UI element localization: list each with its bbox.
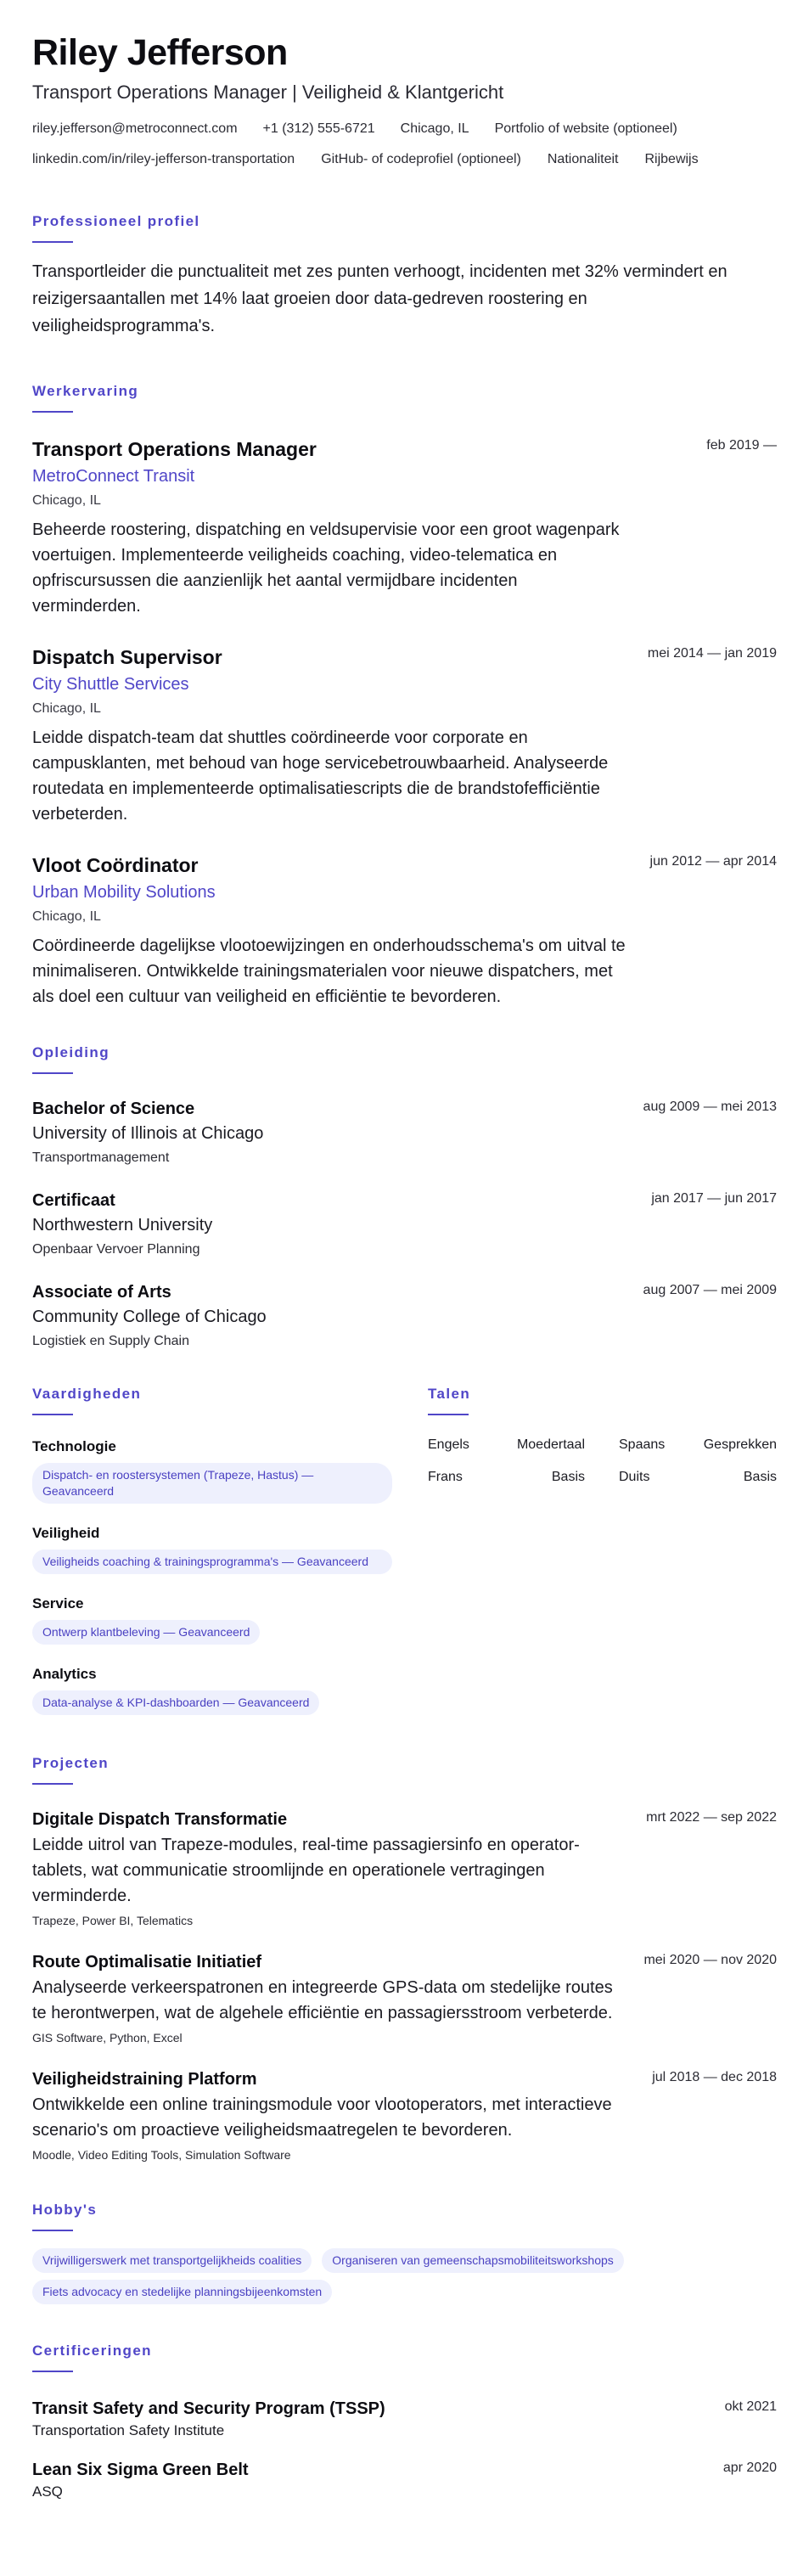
language-item	[602, 1468, 777, 1487]
education-entry	[32, 1190, 777, 1259]
project-description: Leidde uitrol van Trapeze-modules, real-time passagiersinfo en operator-tablets, wat communicatie stroomlijnde en operationele vertragingen verminderde.	[32, 1836, 580, 1905]
project-description: Ontwikkelde een online trainingsmodule voor vlootoperators, met interactieve scenario's om proactieve veiligheidsmaatregelen te bevorderen.	[32, 2095, 612, 2140]
job-entry	[32, 852, 777, 1010]
language-level: Basis	[743, 1470, 777, 1484]
education-dates: aug 2007 — mei 2009	[643, 1283, 777, 1297]
profile-summary: Transportleider die punctualiteit met zes punten verhoogt, incidenten met 32% vermindert en reizigersaantallen met 14% laat groeien door data-gedreven roostering en veiligheidsprogramma's.	[32, 262, 728, 335]
language-name: Frans	[428, 1470, 463, 1484]
certification-date: okt 2021	[724, 2399, 777, 2414]
skill-category: Veiligheid	[32, 1525, 100, 1541]
job-location: Chicago, IL	[32, 909, 101, 924]
certifications-section	[32, 2342, 777, 2501]
project-dates: mrt 2022 — sep 2022	[646, 1810, 777, 1825]
project-tech: Trapeze, Power BI, Telematics	[32, 1914, 194, 1927]
contact-drivers-license: Rijbewijs	[644, 152, 699, 166]
section-title-hobbies: Hobby's	[32, 2202, 98, 2218]
certification-entry	[32, 2459, 777, 2501]
certification-issuer: ASQ	[32, 2483, 63, 2500]
contact-linkedin[interactable]: linkedin.com/in/riley-jefferson-transportation	[32, 152, 295, 166]
contact-github[interactable]: GitHub- of codeprofiel (optioneel)	[321, 152, 521, 166]
certification-entry	[32, 2398, 777, 2440]
section-divider	[32, 1783, 73, 1785]
job-dates: mei 2014 — jan 2019	[647, 646, 777, 661]
education-school: University of Illinois at Chicago	[32, 1124, 264, 1143]
experience-section	[32, 382, 777, 1010]
language-item	[428, 1468, 602, 1487]
education-degree: Bachelor of Science	[32, 1100, 195, 1118]
contact-email[interactable]: riley.jefferson@metroconnect.com	[32, 121, 238, 136]
project-entry	[32, 2068, 777, 2163]
language-name: Engels	[428, 1437, 469, 1452]
section-divider	[428, 1414, 469, 1415]
education-dates: jan 2017 — jun 2017	[651, 1191, 777, 1206]
skill-chip: Ontwerp klantbeleving — Geavanceerd	[32, 1620, 260, 1645]
hobbies-section	[32, 2201, 777, 2304]
certification-date: apr 2020	[722, 2461, 777, 2475]
project-entry	[32, 1808, 777, 1929]
education-entry	[32, 1281, 777, 1351]
education-school: Community College of Chicago	[32, 1308, 267, 1326]
hobby-list	[32, 2248, 745, 2304]
section-divider	[32, 1072, 73, 1074]
education-degree: Associate of Arts	[32, 1283, 171, 1302]
section-title-skills: Vaardigheden	[32, 1386, 142, 1402]
project-dates: jul 2018 — dec 2018	[652, 2070, 777, 2084]
education-entry	[32, 1098, 777, 1167]
project-title: Route Optimalisatie Initiatief	[32, 1953, 262, 1971]
language-level: Moedertaal	[516, 1437, 585, 1452]
section-divider	[32, 411, 73, 413]
certification-name: Transit Safety and Security Program (TSSP)	[32, 2399, 385, 2418]
skill-chip: Data-analyse & KPI-dashboarden — Geavanceerd	[32, 1690, 319, 1715]
job-company: City Shuttle Services	[32, 675, 189, 694]
section-title-languages: Talen	[428, 1386, 471, 1402]
contact-location: Chicago, IL	[400, 121, 469, 136]
skill-category: Technologie	[32, 1438, 116, 1454]
skill-category: Analytics	[32, 1666, 97, 1682]
candidate-name: Riley Jefferson	[32, 32, 288, 73]
education-dates: aug 2009 — mei 2013	[643, 1100, 777, 1114]
language-grid	[428, 1436, 777, 1487]
section-divider	[32, 241, 73, 243]
job-company: Urban Mobility Solutions	[32, 883, 216, 902]
hobby-chip: Fiets advocacy en stedelijke planningsbijeenkomsten	[32, 2280, 332, 2304]
section-divider	[32, 2371, 73, 2372]
contact-row	[32, 121, 777, 138]
profile-section	[32, 212, 777, 340]
job-dates: jun 2012 — apr 2014	[649, 854, 777, 869]
job-title: Dispatch Supervisor	[32, 646, 222, 668]
project-title: Veiligheidstraining Platform	[32, 2070, 257, 2089]
language-name: Duits	[619, 1470, 650, 1484]
job-location: Chicago, IL	[32, 701, 101, 716]
job-entry	[32, 644, 777, 827]
skills-section	[32, 1351, 392, 1715]
education-field: Transportmanagement	[32, 1150, 170, 1165]
language-name: Spaans	[619, 1437, 666, 1452]
job-entry	[32, 436, 777, 619]
job-title: Vloot Coördinator	[32, 854, 199, 876]
job-description: Leidde dispatch-team dat shuttles coördineerde voor corporate en campusklanten, met behoud van hoge servicebetrouwbaarheid. Analyseerde routedata en implementeerde optimalisatiescripts die de brandstofefficiëntie verbeterden.	[32, 728, 609, 824]
section-title-profile: Professioneel profiel	[32, 213, 200, 229]
education-field: Logistiek en Supply Chain	[32, 1334, 190, 1348]
job-description: Coördineerde dagelijkse vlootoewijzingen en onderhoudsschema's om uitval te minimaliseren. Ontwikkelde trainingsmaterialen voor nieuwe dispatchers, met als doel een cultuur van veiligheid en efficiëntie te bevorderen.	[32, 936, 626, 1006]
languages-section	[428, 1351, 777, 1715]
skill-chip: Veiligheids coaching & trainingsprogramma's — Geavanceerd	[32, 1550, 392, 1574]
section-title-experience: Werkervaring	[32, 383, 139, 399]
section-divider	[32, 2230, 73, 2231]
language-item	[428, 1436, 602, 1454]
project-dates: mei 2020 — nov 2020	[643, 1953, 777, 1967]
language-level: Gesprekken	[703, 1437, 777, 1452]
candidate-headline: Transport Operations Manager | Veiligheid & Klantgericht	[32, 82, 504, 103]
language-item	[602, 1436, 777, 1454]
job-location: Chicago, IL	[32, 493, 101, 508]
education-school: Northwestern University	[32, 1216, 213, 1235]
education-field: Openbaar Vervoer Planning	[32, 1242, 200, 1257]
hobby-chip: Organiseren van gemeenschapsmobiliteitsworkshops	[322, 2248, 624, 2273]
skill-category: Service	[32, 1595, 84, 1611]
project-description: Analyseerde verkeerspatronen en integreerde GPS-data om stedelijke routes te herontwerpen, wat de algehele efficiëntie en passagiersstroom verbeterde.	[32, 1978, 613, 2022]
skills-languages-row	[32, 1351, 777, 1715]
project-tech: GIS Software, Python, Excel	[32, 2031, 183, 2044]
skill-chip: Dispatch- en roostersystemen (Trapeze, Hastus) — Geavanceerd	[32, 1463, 392, 1504]
job-company: MetroConnect Transit	[32, 467, 195, 486]
contact-portfolio[interactable]: Portfolio of website (optioneel)	[494, 121, 677, 136]
hobby-chip: Vrijwilligerswerk met transportgelijkheids coalities	[32, 2248, 312, 2273]
certification-issuer: Transportation Safety Institute	[32, 2422, 225, 2438]
section-title-education: Opleiding	[32, 1044, 110, 1060]
certification-name: Lean Six Sigma Green Belt	[32, 2461, 249, 2479]
education-section	[32, 1043, 777, 1351]
contact-phone[interactable]: +1 (312) 555-6721	[262, 121, 375, 136]
job-title: Transport Operations Manager	[32, 438, 317, 460]
projects-section	[32, 1754, 777, 2163]
contact-nationality: Nationaliteit	[547, 152, 619, 166]
job-dates: feb 2019 —	[706, 438, 777, 453]
language-level: Basis	[551, 1470, 585, 1484]
project-title: Digitale Dispatch Transformatie	[32, 1810, 288, 1829]
contact-row-secondary	[32, 151, 777, 168]
job-description: Beheerde roostering, dispatching en veldsupervisie voor een groot wagenpark voertuigen. Implementeerde veiligheids coaching, video-telematica en opfriscursussen die aanzienlijk het aantal vermijdbare incidenten verminderden.	[32, 520, 620, 616]
project-entry	[32, 1951, 777, 2046]
education-degree: Certificaat	[32, 1191, 115, 1210]
resume-header	[32, 31, 777, 168]
section-title-certifications: Certificeringen	[32, 2343, 152, 2359]
project-tech: Moodle, Video Editing Tools, Simulation Software	[32, 2148, 291, 2162]
section-title-projects: Projecten	[32, 1755, 110, 1771]
section-divider	[32, 1414, 73, 1415]
